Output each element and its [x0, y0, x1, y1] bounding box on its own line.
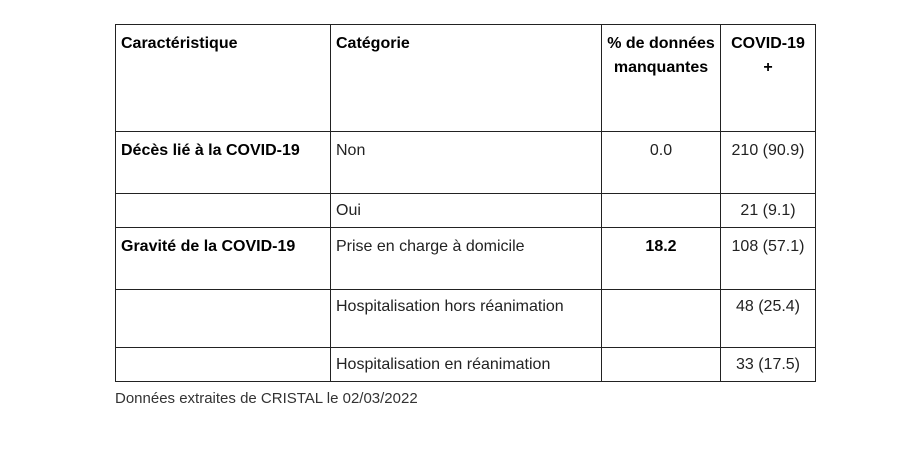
cell-categorie: Hospitalisation en réanimation	[331, 348, 602, 382]
table-caption: Données extraites de CRISTAL le 02/03/2022	[115, 390, 418, 407]
cell-caracteristique: Gravité de la COVID-19	[116, 228, 331, 290]
cell-missing-pct: 18.2	[602, 228, 721, 290]
cell-categorie: Prise en charge à domicile	[331, 228, 602, 290]
table-row	[116, 348, 816, 382]
cell-caracteristique	[116, 348, 331, 382]
cell-categorie: Non	[331, 132, 602, 194]
cell-covid: 33 (17.5)	[721, 348, 816, 382]
header-caracteristique: Caractéristique	[116, 25, 331, 132]
cell-covid: 48 (25.4)	[721, 290, 816, 348]
cell-caracteristique	[116, 194, 331, 228]
cell-covid: 210 (90.9)	[721, 132, 816, 194]
cell-covid: 21 (9.1)	[721, 194, 816, 228]
header-covid-positive: COVID-19 +	[721, 25, 816, 132]
cell-caracteristique	[116, 290, 331, 348]
cell-missing-pct	[602, 290, 721, 348]
table-row	[116, 228, 816, 290]
cell-categorie: Oui	[331, 194, 602, 228]
table-row	[116, 290, 816, 348]
cell-missing-pct	[602, 348, 721, 382]
table-row	[116, 132, 816, 194]
cell-missing-pct: 0.0	[602, 132, 721, 194]
header-missing-pct: % de données manquantes	[602, 25, 721, 132]
table-header-row	[116, 25, 816, 132]
data-table-container	[115, 24, 816, 382]
cell-caracteristique: Décès lié à la COVID-19	[116, 132, 331, 194]
table-row	[116, 194, 816, 228]
cell-covid: 108 (57.1)	[721, 228, 816, 290]
cell-missing-pct	[602, 194, 721, 228]
covid-characteristics-table	[115, 24, 816, 382]
header-categorie: Catégorie	[331, 25, 602, 132]
cell-categorie: Hospitalisation hors réanimation	[331, 290, 602, 348]
